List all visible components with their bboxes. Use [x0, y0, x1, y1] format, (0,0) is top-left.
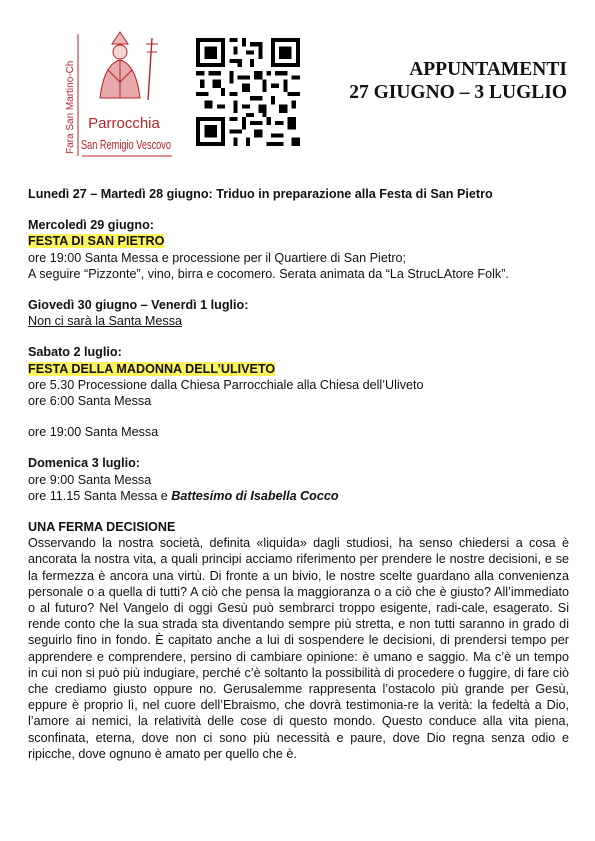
sat-feast-highlight: FESTA DELLA MADONNA DELL’ULIVETO: [28, 361, 276, 376]
logo-line1: Parrocchia: [88, 115, 160, 132]
sun-date: Domenica 3 luglio:: [28, 456, 140, 471]
baptism-name: Battesimo di Isabella Cocco: [171, 488, 339, 503]
title-line1: APPUNTAMENTI: [409, 59, 567, 80]
page-title: [349, 58, 567, 104]
sat-date: Sabato 2 luglio:: [28, 345, 122, 360]
thu-note: Non ci sarà la Santa Messa: [28, 314, 182, 329]
sun-line2-prefix: ore 11.15 Santa Messa e: [28, 488, 172, 503]
qr-code[interactable]: [196, 38, 300, 146]
parish-logo: [64, 30, 176, 160]
sun-line2: [28, 488, 569, 504]
title-line2: 27 GIUGNO – 3 LUGLIO: [349, 82, 567, 103]
wed-date: Mercoledì 29 giugno:: [28, 218, 154, 233]
triduo-line: Lunedì 27 – Martedì 28 giugno: Triduo in preparazione alla Festa di San Pietro: [28, 187, 493, 201]
sat-line2: ore 6:00 Santa Messa: [28, 394, 152, 409]
sat-line3: ore 19:00 Santa Messa: [28, 425, 159, 440]
essay-body: Osservando la nostra società, definita «liquida» dagli studiosi, ha senso chiedersi a cosa è ancorata la nostra vita, a quali principi acciamo riferimento per prendere le nostre decisioni, e se la fermezza è ancora una virtù. Di fronte a un bivio, le nostre scelte guardano alla convenienza personale o a quella di tutti? A ciò che pensa la maggioranza o a ciò che è giusto? All’immediato o al futuro? Nel Vangelo di oggi Gesù può sembrarci troppo esigente, radi-cale, esagerato. Si rende conto che la sua strada sta diventando sempre più stretta, e non tutti saranno in grado di seguirlo fino in fondo. È capitato anche a lui di sospendere le decisioni, di prendersi tempo per apprendere e comprendere, persino di cambiare opinione: è umano e saggio. Ma c’è un tempo in cui non si può più indugiare, perché c’è soltanto la possibilità di procedere o fuggire, di fare ciò che crediamo giusto oppure no. Gerusalemme rappresenta l’ostacolo più grande per Gesù, eppure è proprio lì, nel cuore dell’Ebraismo, che dovrà testimonia-re la verità: la fedeltà a Dio, l’amore ai nemici, la relatività delle cose di questo mondo. Questo conduce alla vita piena, sconfinata, eterna, dove non ci sono più necessità e paure, dove Dio regna senza odio e ripicche, dove ognuno è amato per quello che è.: [28, 536, 569, 761]
wed-line2: A seguire “Pizzonte”, vino, birra e cocomero. Serata animata da “La StrucLAtore Folk”.: [28, 266, 509, 281]
sun-line1: ore 9:00 Santa Messa: [28, 472, 152, 487]
wed-line1: ore 19:00 Santa Messa e processione per il Quartiere di San Pietro;: [28, 250, 407, 265]
schedule-content: [28, 186, 569, 762]
thu-date: Giovedì 30 giugno – Venerdì 1 luglio:: [28, 298, 249, 313]
wed-feast-highlight: FESTA DI SAN PIETRO: [28, 234, 165, 249]
essay-title: UNA FERMA DECISIONE: [28, 520, 176, 535]
logo-line2: San Remigio Vescovo: [81, 137, 171, 152]
logo-vertical-text: Fara San Martino-Ch: [65, 60, 76, 154]
sat-line1: ore 5.30 Processione dalla Chiesa Parrocchiale alla Chiesa dell’Uliveto: [28, 377, 424, 392]
